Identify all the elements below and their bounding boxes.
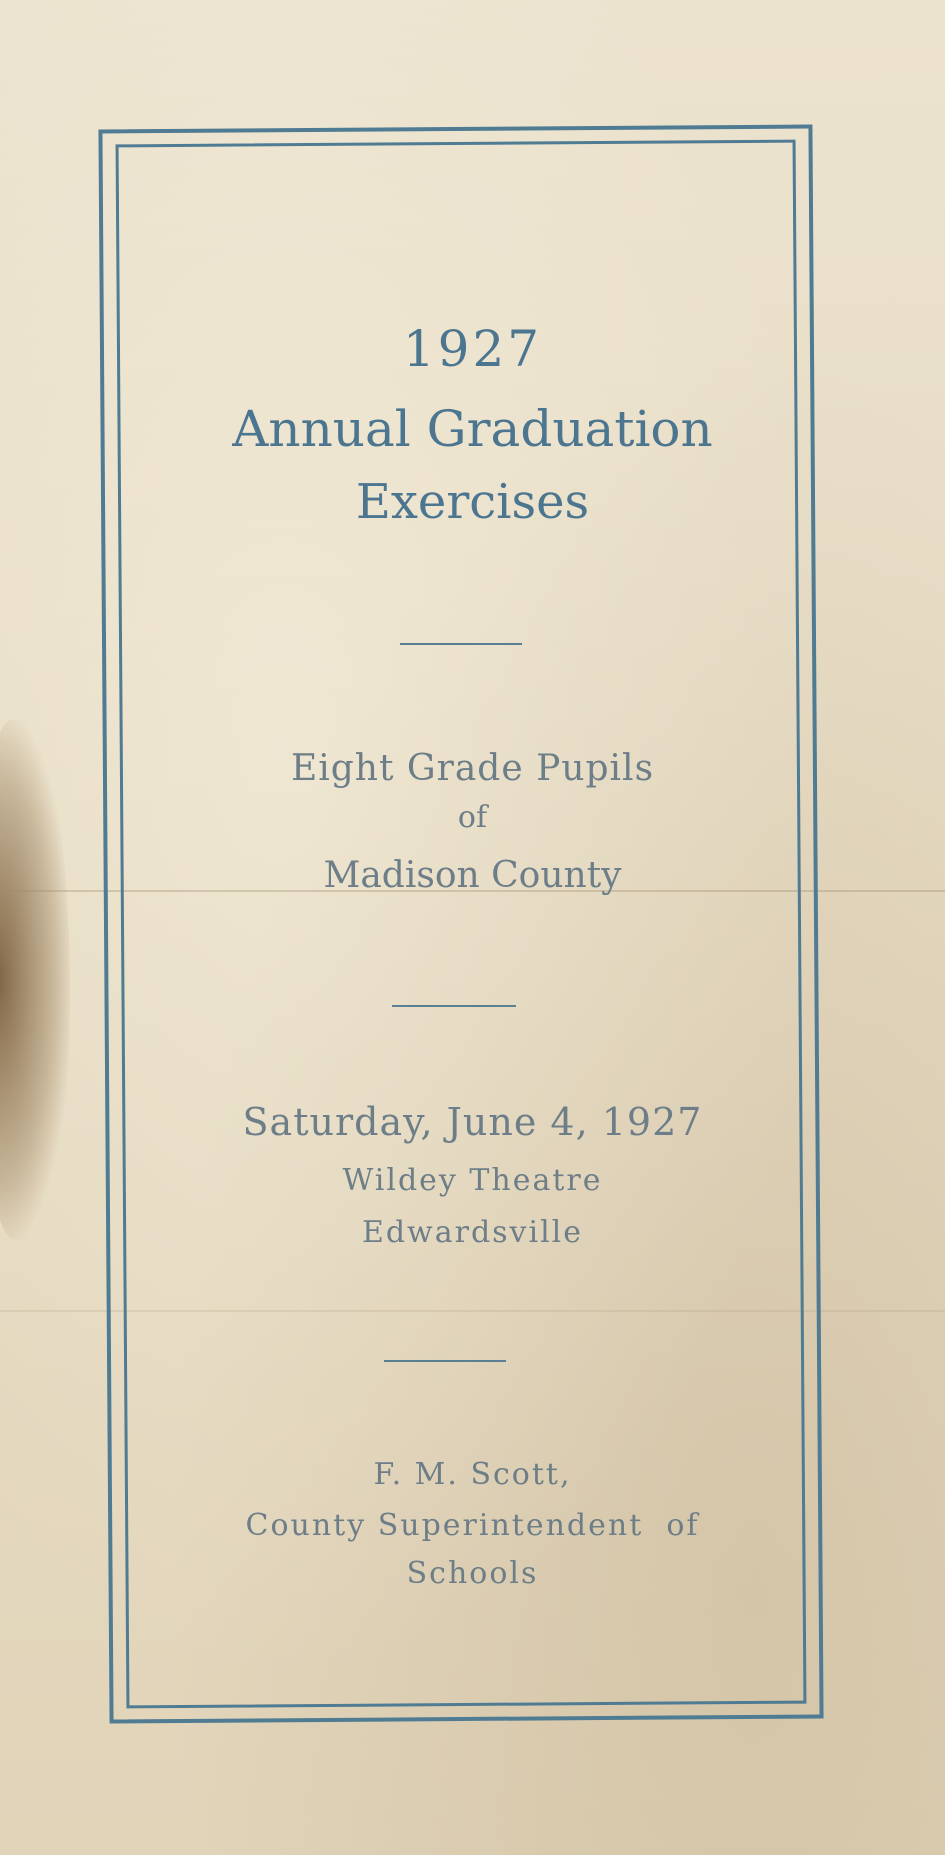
- signatory-title-line1: County Superintendent of: [245, 1508, 700, 1543]
- divider-rule: [384, 1360, 506, 1362]
- divider-rule: [392, 1005, 516, 1007]
- pupils-line3: Madison County: [323, 855, 622, 896]
- signatory-title-line2: Schools: [406, 1556, 539, 1591]
- event-date: Saturday, June 4, 1927: [242, 1100, 703, 1144]
- program-title-line1: Annual Graduation: [232, 400, 713, 458]
- event-venue: Wildey Theatre: [342, 1163, 603, 1198]
- program-title-line2: Exercises: [355, 474, 590, 530]
- event-city: Edwardsville: [361, 1215, 584, 1250]
- pupils-line1: Eight Grade Pupils: [290, 748, 655, 789]
- pupils-line2: of: [457, 800, 488, 835]
- water-stain: [0, 720, 70, 1240]
- divider-rule: [400, 643, 522, 645]
- program-year: 1927: [402, 320, 543, 378]
- signatory-name: F. M. Scott,: [373, 1457, 572, 1492]
